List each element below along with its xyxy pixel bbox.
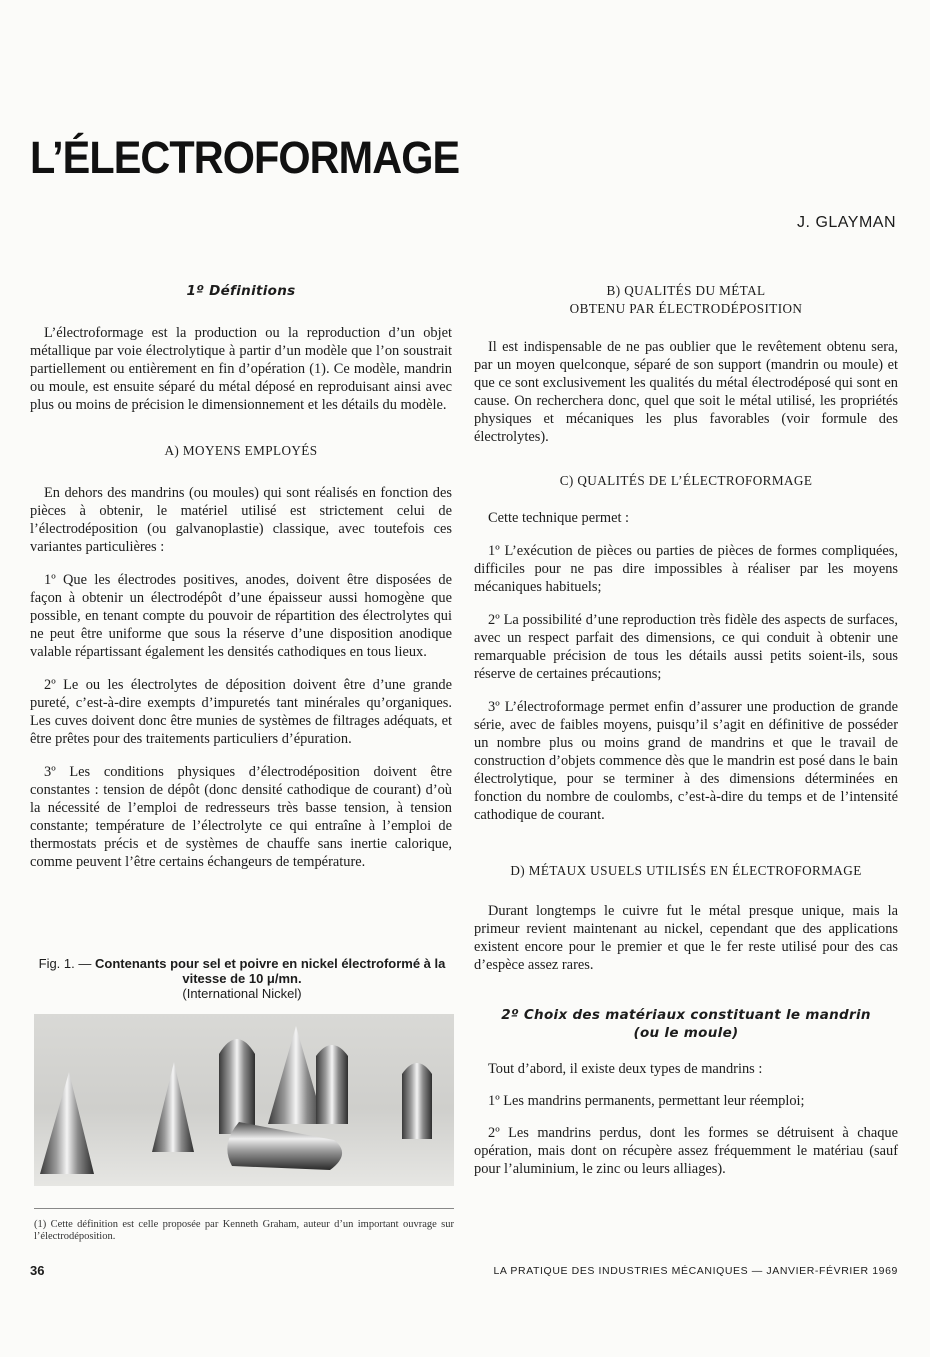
subheading-qualites-metal-2: OBTENU PAR ÉLECTRODÉPOSITION (569, 301, 803, 316)
figure-caption-credit: (International Nickel) (182, 986, 302, 1001)
paragraph-metaux: Durant longtemps le cuivre fut le métal presque unique, mais la primeur revient maintenant au nickel, cependant que des applications existent encore pour le premier et que le fer reste utilisé pour des cas d’espèce assez rares. (474, 903, 898, 973)
figure-caption-prefix: Fig. 1. — (38, 956, 95, 971)
paragraph-technique-1: 1º L’exécution de pièces ou parties de pièces de formes compliquées, difficiles pour ne pas dire impossibles à réaliser par les moyens mécaniques habituels; (474, 543, 898, 595)
paragraph-technique-2: 2º La possibilité d’une reproduction très fidèle des aspects de surfaces, avec un respect parfait des dimensions, ce qui conduit à obtenir une remarquable précision de tous les détails aussi petits soient-ils, sous réserve de certaines précautions; (474, 612, 898, 682)
subheading-metaux: D) MÉTAUX USUELS UTILISÉS EN ÉLECTROFORMAGE (510, 863, 862, 878)
figure-dome-3 (402, 1063, 432, 1139)
paragraph-moyens-1: 1º Que les électrodes positives, anodes, doivent être disposées de façon à obtenir un électrodépôt d’une épaisseur aussi homogène que possible, en tenant compte du pouvoir de répartition des électrolytes qui ne peut être uniforme que sous la réserve d’une disposition anodique valable répartissant également les densités cathodiques en tous lieux. (30, 572, 452, 660)
footnote: (1) Cette définition est celle proposée par Kenneth Graham, auteur d’un important ouvrage sur l’électrodéposition. (34, 1219, 454, 1242)
figure-dome-1 (219, 1039, 255, 1134)
section-heading-choix-2: (ou le moule) (633, 1025, 739, 1041)
journal-footer: LA PRATIQUE DES INDUSTRIES MÉCANIQUES — JANVIER-FÉVRIER 1969 (493, 1265, 898, 1277)
figure-lying-dome (227, 1122, 342, 1170)
paragraph-technique-3: 3º L’électroformage permet enfin d’assurer une production de grande série, avec de faibles moyens, puisqu’il s’agit en définitive de posséder un nombre plus ou moins grand de mandrins et que le travail de construction d’objets commence dès que le mandrin est posé dans le bain électrolytique, pour se terminer à des dimensions déterminées en fonction du nombre de coulombs, c’est-à-dire du temps et de l’intensité cathodique de courant. (474, 699, 898, 823)
page-title: L’ÉLECTROFORMAGE (30, 132, 460, 183)
figure-caption (30, 956, 454, 1001)
right-column (474, 282, 898, 1178)
figure-photo-illustration (34, 1014, 454, 1186)
left-column (30, 282, 452, 871)
figure-caption-text: Contenants pour sel et poivre en nickel électroformé à la vitesse de 10 μ/mn. (94, 956, 446, 986)
subheading-qualites-electroformage: C) QUALITÉS DE L’ÉLECTROFORMAGE (559, 473, 813, 488)
paragraph-moyens-3: 3º Les conditions physiques d’électrodéposition doivent être constantes : tension de dépôt (donc densité cathodique de courant) d’où la nécessité de l’emploi de redresseurs très basse tension, à tension constante; température de l’électrolyte ce qui entraîne à l’emploi de thermostats précis et de systèmes de chauffe sans inertie calorique, comme peuvent l’être certains échangeurs de température. (30, 764, 452, 870)
figure-photo (34, 1014, 454, 1186)
figure-cone-3 (268, 1026, 324, 1124)
figure-cone-2 (152, 1062, 194, 1152)
author: J. GLAYMAN (797, 214, 896, 231)
section-heading-definitions: 1º Définitions (186, 283, 296, 299)
page-number: 36 (30, 1263, 45, 1278)
figure-dome-2 (316, 1045, 348, 1124)
paragraph-mandrins-2: 2º Les mandrins perdus, dont les formes se détruisent à chaque opération, mais dont on récupère assez fréquemment le matériau (sauf pour l’aluminium, le zinc ou leurs alliages). (474, 1125, 898, 1177)
paragraph-mandrins: Tout d’abord, il existe deux types de mandrins : (488, 1061, 763, 1077)
figure-cone-1 (40, 1072, 94, 1174)
paragraph-definition: L’électroformage est la production ou la reproduction d’un objet métallique par voie électrolytique à partir d’un modèle que l’on soustrait partiellement ou entièrement en fin d’opération (1). Ce modèle, mandrin ou moule, est ensuite séparé du métal déposé en reproduisant ainsi avec plus ou moins de précision le dimensionnement et les détails du modèle. (30, 325, 452, 413)
paragraph-moyens-2: 2º Le ou les électrolytes de déposition doivent être d’une grande pureté, c’est-à-dire exempts d’impuretés tant minérales qu’organiques. Les cuves doivent donc être munies de systèmes de filtrages adéquats, et être prêtes pour des traitements particuliers d’épuration. (30, 677, 452, 747)
section-heading-choix-1: 2º Choix des matériaux constituant le mandrin (501, 1007, 871, 1023)
paragraph-moyens: En dehors des mandrins (ou moules) qui sont réalisés en fonction des pièces à obtenir, le matériel utilisé est strictement celui de l’électrodéposition (ou galvanoplastie) classique, avec toutefois ces variantes particulières : (30, 485, 452, 555)
paragraph-technique: Cette technique permet : (488, 510, 630, 526)
paragraph-qualites-metal: Il est indispensable de ne pas oublier que le revêtement obtenu sera, par un moyen quelconque, séparé de son support (mandrin ou moule) et que ce sont exclusivement les qualités du métal électrodéposé qui sont en cause. On recherchera donc, quel que soit le métal utilisé, les propriétés physiques et mécaniques les plus favorables (voir formule des électrolytes). (474, 339, 898, 445)
subheading-moyens: A) MOYENS EMPLOYÉS (164, 443, 318, 458)
footnote-divider (34, 1208, 454, 1209)
paragraph-mandrins-1: 1º Les mandrins permanents, permettant leur réemploi; (488, 1093, 805, 1109)
subheading-qualites-metal-1: B) QUALITÉS DU MÉTAL (606, 283, 766, 298)
